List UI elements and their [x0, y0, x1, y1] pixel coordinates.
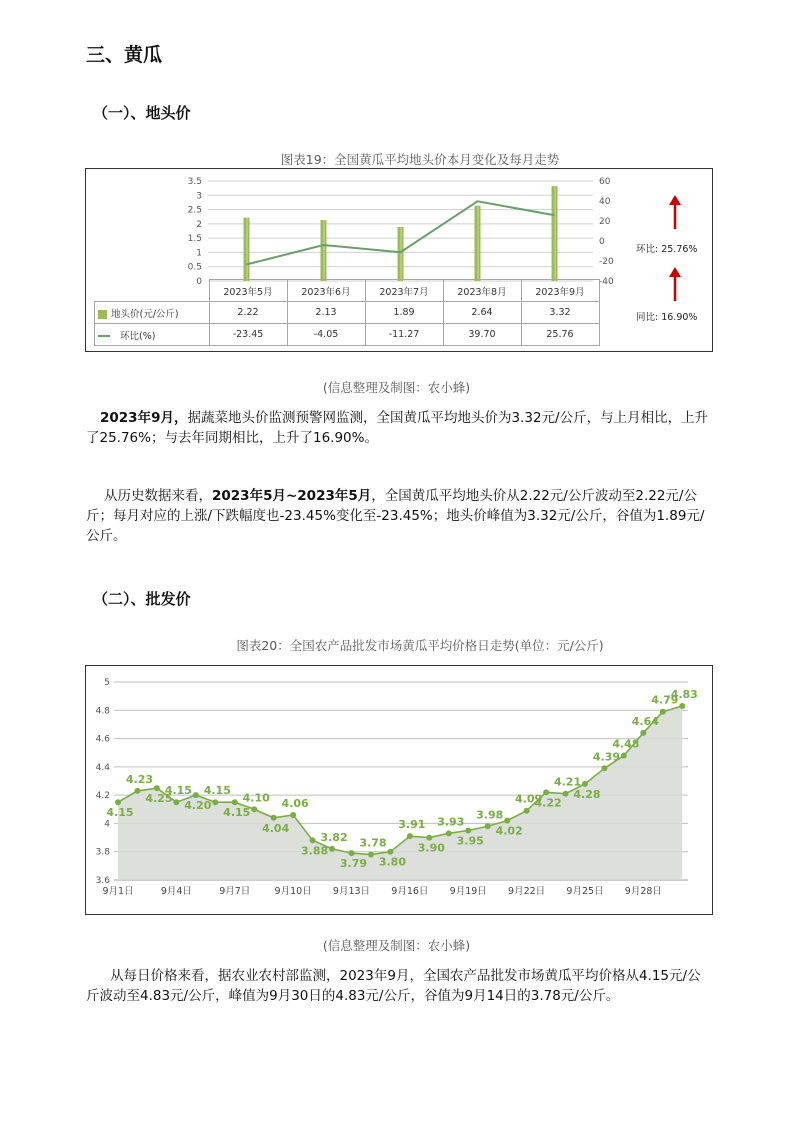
paragraph-wholesale-summary: 从每日价格来看，据农业农村部监测，2023年9月，全国农产品批发市场黄瓜平均价格从4.15元/公斤波动至4.83元/公斤，峰值为9月30日的4.83元/公斤，谷值为9月14日的3.78元/公斤。 — [86, 968, 701, 1004]
chart2-frame — [85, 665, 713, 915]
data-label: 4.15 — [106, 806, 134, 820]
data-label: 4.15 — [223, 806, 251, 820]
data-label: 3.90 — [417, 841, 445, 855]
data-point — [348, 850, 354, 856]
data-point — [387, 849, 393, 855]
y-tick-label: 4 — [104, 819, 110, 830]
data-label: 3.95 — [456, 834, 484, 848]
data-label: 3.79 — [339, 857, 368, 871]
table-row — [95, 302, 600, 324]
y-tick-label: 4.4 — [95, 762, 110, 773]
table-cell: 39.70 — [443, 324, 521, 346]
chart2-caption: 图表20：全国农产品批发市场黄瓜平均价格日走势(单位：元/公斤) — [236, 638, 604, 653]
y-right-tick-label: 60 — [599, 177, 611, 187]
x-tick-label: 9月28日 — [624, 886, 662, 897]
data-label: 4.10 — [242, 791, 270, 805]
x-tick-label: 9月10日 — [274, 886, 312, 897]
x-tick-label: 9月16日 — [391, 886, 429, 897]
category-label: 2023年7月 — [365, 280, 443, 302]
x-tick-label: 9月22日 — [508, 886, 546, 897]
bar-highlight — [555, 186, 556, 281]
data-label: 4.25 — [145, 792, 173, 806]
data-label: 4.21 — [553, 775, 582, 789]
y-right-tick-label: 0 — [599, 237, 605, 247]
data-point — [173, 799, 179, 805]
data-label: 3.91 — [398, 818, 426, 832]
data-label: 3.98 — [476, 808, 504, 822]
y-tick-label: 4.8 — [95, 706, 110, 717]
y-left-tick-label: 1.5 — [187, 234, 202, 245]
chart2-plot — [86, 666, 712, 914]
category-label: 2023年6月 — [287, 280, 365, 302]
y-right-tick-label: -40 — [599, 277, 614, 287]
data-label: 4.39 — [592, 750, 621, 764]
y-tick-label: 5 — [104, 678, 110, 688]
y-tick-label: 4.6 — [95, 734, 110, 745]
paragraph-text: 据蔬菜地头价监测预警网监测，全国黄瓜平均地头价为3.32元/公斤，与上月相比，上升了25.76%；与去年同期相比，上升了16.90%。 — [86, 410, 709, 446]
data-point — [154, 785, 160, 791]
data-point — [426, 835, 432, 841]
x-tick-label: 9月25日 — [566, 886, 604, 897]
y-left-tick-label: 0 — [196, 277, 202, 287]
data-point — [193, 792, 199, 798]
table-header-row — [95, 280, 600, 302]
arrow-up-icon-yoy — [669, 267, 681, 301]
table-cell: 3.32 — [521, 302, 599, 324]
data-point — [679, 703, 685, 709]
bar-highlight — [247, 218, 248, 281]
y-left-tick-label: 1 — [196, 248, 202, 259]
data-point — [407, 833, 413, 839]
chart1-frame — [85, 168, 713, 352]
data-point — [212, 799, 218, 805]
chart1-caption: 图表19：全国黄瓜平均地头价本月变化及每月走势 — [280, 152, 560, 167]
data-point — [290, 812, 296, 818]
y-tick-label: 3.6 — [95, 876, 110, 886]
x-tick-label: 9月19日 — [449, 886, 487, 897]
subsection-title-wholesale-price: （二）、批发价 — [93, 590, 191, 608]
data-point — [601, 765, 607, 771]
chart1-source: (信息整理及制图：农小蜂) — [322, 380, 471, 395]
data-label: 4.15 — [203, 784, 231, 798]
mom-label: 环比: 25.76% — [636, 244, 698, 255]
y-left-tick-label: 3.5 — [187, 177, 202, 187]
y-left-tick-label: 3 — [196, 191, 202, 202]
data-point — [465, 828, 471, 834]
legend-label: 环比(%) — [120, 330, 156, 342]
y-left-tick-label: 0.5 — [187, 262, 202, 273]
category-label: 2023年5月 — [209, 280, 287, 302]
data-point — [271, 815, 277, 821]
paragraph-text: 从历史数据来看， — [104, 488, 212, 504]
data-label: 4.22 — [534, 796, 562, 810]
paragraph-bold: 2023年5月~2023年5月 — [212, 488, 372, 504]
legend-line-series — [95, 324, 210, 346]
legend-swatch-line — [98, 335, 110, 337]
y-right-tick-label: 20 — [599, 217, 611, 227]
data-label: 4.23 — [125, 772, 154, 786]
data-label: 4.48 — [612, 737, 640, 751]
data-point — [504, 818, 510, 824]
paragraph-text: ，全国黄瓜平均地头价从2.22元/公斤波动至2.22元/公斤；每月对应的上涨/下跌幅度也-23.45%变化至-23.45%；地头价峰值为3.32元/公斤，谷值为1.89元/公斤。 — [86, 488, 705, 544]
y-tick-label: 4.2 — [95, 791, 110, 802]
table-cell: 2.13 — [287, 302, 365, 324]
data-label: 4.79 — [651, 693, 679, 707]
category-label: 2023年9月 — [521, 280, 599, 302]
data-label: 3.93 — [437, 815, 465, 829]
y-right-tick-label: -20 — [599, 257, 614, 267]
bar-highlight — [478, 206, 479, 281]
bar-highlight — [324, 220, 325, 281]
table-cell: -23.45 — [209, 324, 287, 346]
table-cell: 25.76 — [521, 324, 599, 346]
legend-label: 地头价(元/公斤) — [111, 308, 179, 320]
data-label: 4.06 — [281, 796, 309, 810]
y-right-tick-label: 40 — [599, 197, 611, 207]
x-tick-label: 9月13日 — [332, 886, 371, 897]
y-tick-label: 3.8 — [95, 847, 110, 858]
bar-highlight — [401, 227, 402, 281]
chart2-source: (信息整理及制图：农小蜂) — [322, 938, 471, 953]
data-point — [232, 799, 238, 805]
subsection-title-farm-price: （一）、地头价 — [93, 104, 191, 122]
data-point — [368, 852, 374, 858]
data-label: 3.82 — [320, 830, 348, 844]
table-row — [95, 324, 600, 346]
x-tick-label: 9月7日 — [219, 886, 251, 897]
table-cell: 2.22 — [209, 302, 287, 324]
data-point — [621, 753, 627, 759]
data-label: 4.64 — [631, 714, 659, 728]
data-point — [446, 830, 452, 836]
data-label: 4.09 — [515, 792, 543, 806]
data-label: 4.04 — [262, 821, 290, 835]
table-cell: 2.64 — [443, 302, 521, 324]
table-cell: 1.89 — [365, 302, 443, 324]
table-cell: -4.05 — [287, 324, 365, 346]
data-point — [582, 781, 588, 787]
yoy-label: 同比: 16.90% — [636, 312, 698, 323]
data-point — [134, 788, 140, 794]
paragraph-farm-price-summary — [86, 408, 714, 448]
chart1-data-table — [94, 279, 600, 346]
table-cell: -11.27 — [365, 324, 443, 346]
data-point — [251, 806, 257, 812]
data-point — [310, 837, 316, 843]
y-left-tick-label: 2.5 — [187, 205, 202, 216]
section-title: 三、黄瓜 — [86, 44, 163, 66]
data-label: 4.28 — [573, 787, 601, 801]
data-label: 4.83 — [670, 688, 698, 702]
paragraph-lead: 2023年9月， — [100, 410, 188, 426]
data-label: 3.88 — [301, 844, 329, 858]
legend-swatch-bar — [98, 310, 107, 319]
data-label: 3.80 — [378, 855, 406, 869]
category-label: 2023年8月 — [443, 280, 521, 302]
data-point — [543, 789, 549, 795]
data-point — [329, 846, 335, 852]
data-label: 4.02 — [495, 824, 523, 838]
data-point — [115, 799, 121, 805]
data-point — [563, 791, 569, 797]
data-point — [660, 709, 666, 715]
data-point — [485, 823, 491, 829]
data-label: 3.78 — [359, 836, 387, 850]
y-left-tick-label: 2 — [196, 219, 202, 230]
x-tick-label: 9月4日 — [160, 886, 192, 897]
data-label: 4.15 — [164, 784, 192, 798]
paragraph-farm-price-history — [86, 486, 714, 546]
legend-bar-series — [95, 302, 210, 324]
data-point — [640, 730, 646, 736]
x-tick-label: 9月1日 — [102, 886, 134, 897]
data-label: 4.20 — [184, 799, 212, 813]
arrow-up-icon-mom — [669, 195, 681, 229]
data-point — [524, 808, 530, 814]
